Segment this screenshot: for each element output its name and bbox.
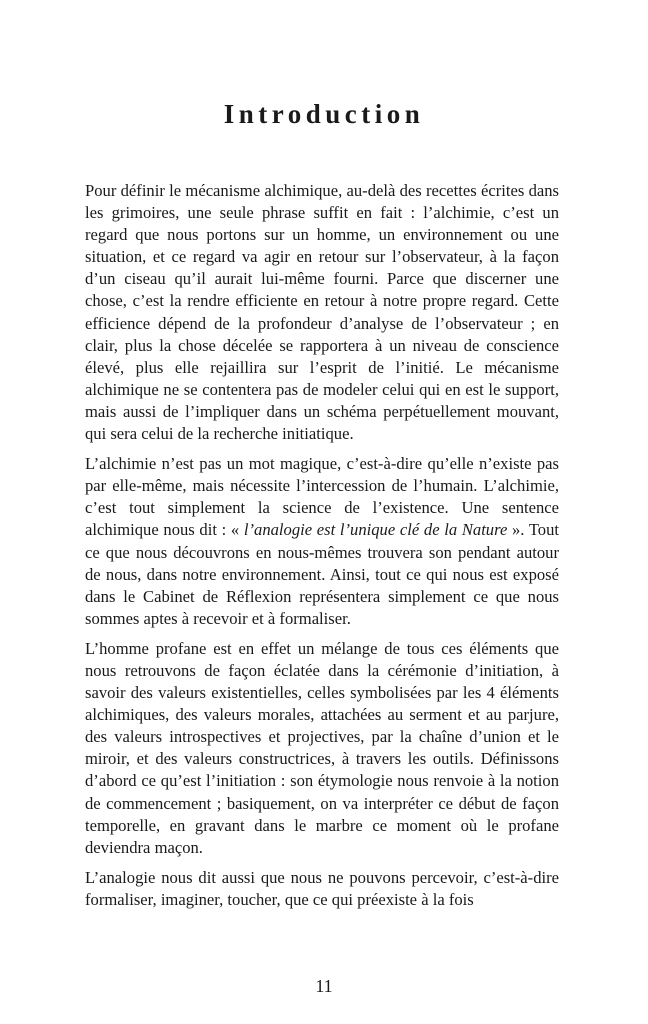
paragraph-1-text: Pour définir le mécanisme alchimique, au-delà des recettes écrites dans les grimoires, une seule phrase suffit en fait : l’alchimie, c’est un regard que nous portons sur un homme, un environnement ou une situation, et ce regard va agir en retour sur l’observateur, à la façon d’un ciseau qu’il aurait lui-même fourni. Parce que discerner une chose, c’est la rendre efficiente en retour à notre propre regard. Cette efficience dépend de la profondeur d’analyse de l’observateur ; en clair, plus la chose décelée se rapportera à un niveau de conscience élevé, plus elle rejaillira sur l’esprit de l’initié. Le mécanisme alchimique ne se contentera pas de modeler celui qui en est le support, mais aussi de l’impliquer dans un schéma perpétuellement mouvant, qui sera celui de la recherche initiatique. bbox=[85, 181, 559, 444]
paragraph-1 bbox=[85, 180, 559, 445]
body-text bbox=[85, 180, 559, 919]
paragraph-3 bbox=[85, 638, 559, 859]
page-number: 11 bbox=[315, 976, 333, 996]
paragraph-3-text: L’homme profane est en effet un mélange de tous ces éléments que nous retrouvons de façon éclatée dans la cérémonie d’initiation, à savoir des valeurs existentielles, celles symbolisées par les 4 éléments alchimiques, des valeurs morales, attachées au serment et au parjure, des valeurs introspectives et projectives, par la chaîne d’union et le miroir, et des valeurs constructrices, à travers les outils. Définissons d’abord ce qu’est l’initiation : son étymologie nous renvoie à la notion de commencement ; basiquement, on va interpréter ce début de façon temporelle, en gravant dans le marbre ce moment où le profane deviendra maçon. bbox=[85, 638, 559, 857]
paragraph-2-text-start: L’alchimie n’est pas un mot magique, c’est-à-dire qu’elle n’existe pas par elle-même, mais nécessite l’intercession de l’humain. L’alchimie, c’est tout simplement la science de l’existence. Une sentence alchimique nous dit : « bbox=[85, 454, 559, 540]
paragraph-4-text: L’analogie nous dit aussi que nous ne pouvons percevoir, c’est-à-dire formaliser, imaginer, toucher, que ce qui préexiste à la fois bbox=[85, 867, 559, 909]
alchemical-maxim-quote: l’analogie est l’unique clé de la Nature bbox=[243, 520, 508, 540]
paragraph-4 bbox=[85, 867, 559, 911]
paragraph-2 bbox=[85, 453, 559, 630]
paragraph-2-text-end: ». Tout ce que nous découvrons en nous-mêmes trouvera son pendant autour de nous, dans notre environnement. Ainsi, tout ce qui nous est exposé dans le Cabinet de Réflexion représentera simplement ce que nous sommes aptes à recevoir et à formaliser. bbox=[85, 520, 559, 628]
chapter-title: Introduction bbox=[223, 99, 425, 129]
